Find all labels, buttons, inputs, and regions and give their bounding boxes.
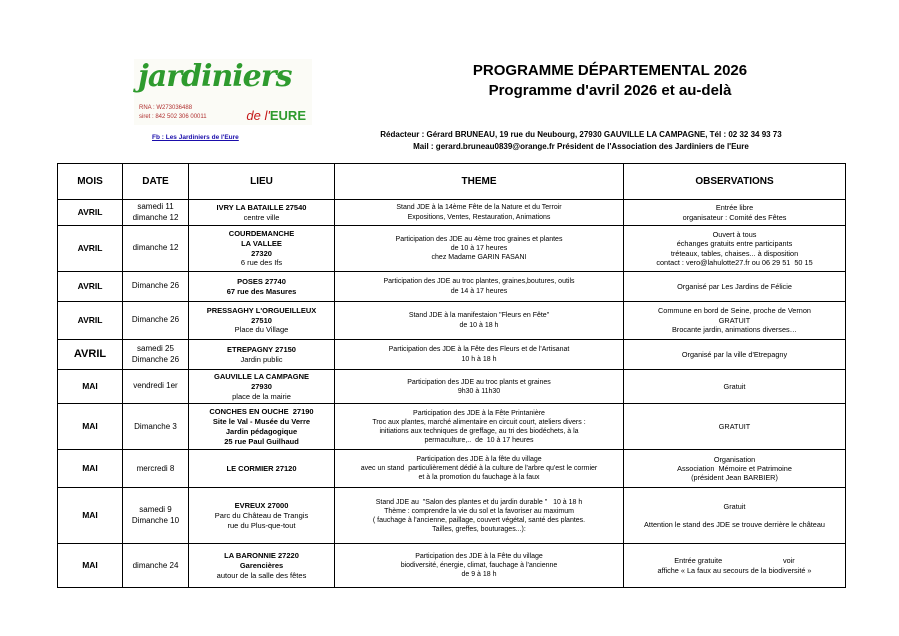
cell-line: Dimanche 3	[134, 421, 177, 431]
theme-cell	[335, 340, 624, 370]
table-row	[58, 488, 846, 544]
cell-line: (président Jean BARBIER)	[691, 473, 778, 483]
observations-cell	[624, 450, 846, 488]
observations-cell	[624, 544, 846, 588]
observations-cell	[624, 340, 846, 370]
lieu-cell	[189, 450, 335, 488]
cell-line: Jardin public	[240, 354, 283, 364]
cell-line: LE CORMIER 27120	[226, 463, 297, 473]
events-table-body	[58, 200, 846, 588]
mois-cell	[58, 488, 123, 544]
cell-line: Organisé par Les Jardins de Félicie	[677, 281, 792, 291]
observations-cell	[624, 404, 846, 450]
logo-sub-text	[246, 109, 306, 122]
logo-brand-text: jardiniers	[138, 59, 292, 94]
cell-line: organisateur : Comité des Fêtes	[682, 212, 787, 222]
mois-cell	[58, 404, 123, 450]
cell-line: Ouvert à tous	[712, 229, 757, 239]
cell-line: dimanche 12	[132, 243, 179, 253]
cell-line: Dimanche 26	[131, 354, 180, 364]
cell-line	[627, 512, 842, 520]
date-cell	[123, 544, 189, 588]
mois-cell	[58, 544, 123, 588]
col-header-theme: THEME	[335, 164, 624, 200]
cell-line: Commune en bord de Seine, proche de Vernon	[658, 306, 811, 316]
cell-line: MAI	[82, 381, 98, 392]
cell-line: AVRIL	[73, 348, 107, 361]
cell-line: Gratuit	[723, 502, 746, 512]
col-header-lieu: LIEU	[189, 164, 335, 200]
cell-line: autour de la salle des fêtes	[216, 570, 307, 580]
cell-line: CONCHES EN OUCHE 27190	[209, 407, 314, 417]
cell-line: LA VALLEE	[241, 238, 282, 248]
cell-line: Participation des JDE à la Fête du village	[415, 553, 543, 561]
table-row	[58, 302, 846, 340]
mois-cell	[58, 302, 123, 340]
facebook-link[interactable]: Fb : Les Jardiniers de l'Eure	[152, 134, 239, 141]
logo-rna: RNA : W273036488	[139, 105, 193, 112]
cell-line: 10 h à 18 h	[461, 355, 497, 363]
cell-line: EVREUX 27000	[234, 501, 289, 511]
date-cell	[123, 226, 189, 272]
date-cell	[123, 340, 189, 370]
cell-line: de 9 à 18 h	[461, 571, 497, 579]
lieu-cell	[189, 200, 335, 226]
cell-line: 25 rue Paul Guilhaud	[224, 436, 299, 446]
cell-line: Jardin pédagogique	[225, 426, 298, 436]
date-cell	[123, 488, 189, 544]
cell-line: Parc du Château de Trangis	[214, 510, 309, 520]
cell-line: dimanche 12	[132, 212, 179, 222]
cell-line: Troc aux plantes, marché alimentaire en circuit court, ateliers divers :	[372, 418, 586, 426]
date-cell	[123, 302, 189, 340]
cell-line: Gratuit	[723, 381, 746, 391]
date-cell	[123, 450, 189, 488]
cell-line: AVRIL	[77, 206, 103, 217]
cell-line: COURDEMANCHE	[228, 229, 295, 238]
theme-cell	[335, 488, 624, 544]
cell-line: Expositions, Ventes, Restauration, Animations	[407, 213, 551, 221]
mois-cell	[58, 200, 123, 226]
cell-line: de 10 à 17 heures	[450, 244, 508, 252]
editor-line-1: Rédacteur : Gérard BRUNEAU, 19 rue du Neubourg, 27930 GAUVILLE LA CAMPAGNE, Tél : 02 32 34 93 73	[380, 130, 782, 139]
logo-registration-info	[139, 104, 207, 121]
cell-line: Place du Village	[234, 325, 289, 335]
cell-line: Stand JDE à la manifestaion "Fleurs en Fête"	[408, 312, 550, 320]
observations-cell	[624, 200, 846, 226]
cell-line: Brocante jardin, animations diverses…	[672, 325, 797, 335]
date-cell	[123, 404, 189, 450]
theme-cell	[335, 272, 624, 302]
cell-line: rue du Plus-que-tout	[227, 520, 296, 530]
logo-siret: siret : 842 502 306 00011	[139, 113, 207, 120]
cell-line: et à la promotion du fauchage à la faux	[418, 474, 540, 482]
cell-line: échanges gratuits entre participants	[676, 239, 793, 249]
lieu-cell	[189, 226, 335, 272]
cell-line: GAUVILLE LA CAMPAGNE	[214, 372, 309, 381]
cell-line: samedi 11	[137, 202, 174, 212]
cell-line: initiations aux techniques de greffage, au tri des biodéchets, à la	[379, 427, 579, 435]
cell-line: Participation des JDE à la Fête des Fleurs et de l'Artisanat	[388, 346, 570, 354]
cell-line: Participation des JDE au 4ème troc graines et plantes	[395, 235, 563, 243]
cell-line: Dimanche 10	[131, 515, 180, 525]
cell-line: Dimanche 26	[131, 315, 180, 325]
cell-line: Garencières	[239, 560, 284, 570]
cell-line: MAI	[82, 421, 98, 432]
cell-line: AVRIL	[77, 242, 103, 253]
date-cell	[123, 200, 189, 226]
logo-sub-suffix: EURE	[269, 108, 306, 123]
cell-line: AVRIL	[77, 314, 103, 325]
cell-line: samedi 9	[139, 505, 172, 515]
cell-line: Stand JDE au "Salon des plantes et du jardin durable " 10 à 18 h	[375, 498, 583, 506]
cell-line: Entrée gratuite voir	[674, 556, 795, 566]
cell-line: Participation des JDE au troc plants et graines	[407, 378, 551, 386]
observations-cell	[624, 226, 846, 272]
lieu-cell	[189, 340, 335, 370]
cell-line: contact : vero@lahulotte27.fr ou 06 29 51 50 15	[656, 257, 813, 267]
observations-cell	[624, 272, 846, 302]
table-row	[58, 370, 846, 404]
cell-line: MAI	[82, 463, 98, 474]
cell-line: Entrée libre	[715, 203, 754, 213]
table-row	[58, 450, 846, 488]
events-table	[57, 163, 846, 588]
document-title	[428, 61, 792, 102]
cell-line: IVRY LA BATAILLE 27540	[216, 202, 307, 212]
cell-line: GRATUIT	[718, 315, 751, 325]
editor-info	[348, 129, 814, 152]
cell-line: Site le Val - Musée du Verre	[212, 417, 311, 426]
cell-line: Participation des JDE à la fête du village	[416, 456, 542, 464]
table-row	[58, 226, 846, 272]
cell-line: avec un stand particulièrement dédié à la culture de l'arbre qu'est le cormier	[360, 465, 598, 473]
cell-line: chez Madame GARIN FASANI	[431, 254, 527, 262]
table-row	[58, 200, 846, 226]
title-line-1: PROGRAMME DÉPARTEMENTAL 2026	[472, 62, 748, 79]
cell-line: place de la mairie	[232, 391, 291, 401]
logo-sub-prefix: de l'	[246, 108, 270, 123]
lieu-cell	[189, 302, 335, 340]
cell-line: 27510	[251, 315, 272, 325]
cell-line: Thème : comprendre la vie du sol et la favoriser au maximum	[384, 507, 574, 515]
mois-cell	[58, 226, 123, 272]
observations-cell	[624, 370, 846, 404]
cell-line: LA BARONNIE 27220	[224, 551, 299, 561]
cell-line: samedi 25	[137, 344, 174, 354]
cell-line: Participation des JDE au troc plantes, graines,boutures, outils	[383, 278, 575, 286]
cell-line: 27320	[251, 248, 272, 258]
cell-line: centre ville	[243, 212, 280, 222]
theme-cell	[335, 302, 624, 340]
cell-line: Dimanche 26	[131, 281, 180, 291]
theme-cell	[335, 226, 624, 272]
theme-cell	[335, 450, 624, 488]
table-row	[58, 404, 846, 450]
mois-cell	[58, 370, 123, 404]
date-cell	[123, 272, 189, 302]
theme-cell	[335, 544, 624, 588]
col-header-date: DATE	[123, 164, 189, 200]
table-header-row	[58, 164, 846, 200]
cell-line: ETREPAGNY 27150	[227, 344, 296, 354]
cell-line: 6 rue des Ifs	[240, 258, 283, 268]
col-header-observations: OBSERVATIONS	[624, 164, 846, 200]
cell-line: ( fauchage à l'ancienne, paillage, couvert végétal, santé des plantes.	[372, 516, 586, 524]
cell-line: MAI	[82, 560, 98, 571]
lieu-cell	[189, 404, 335, 450]
theme-cell	[335, 200, 624, 226]
table-row	[58, 544, 846, 588]
cell-line: Attention le stand des JDE se trouve derrière le château	[644, 519, 825, 529]
cell-line: Tailles, greffes, bouturages...):	[432, 525, 526, 533]
table-row	[58, 272, 846, 302]
cell-line: Participation des JDE à la Fête Printanière	[413, 409, 545, 417]
cell-line: affiche « La faux au secours de la biodiversité »	[657, 565, 812, 575]
cell-line: Association Mémoire et Patrimoine	[677, 464, 792, 473]
cell-line: biodiversité, énergie, climat, fauchage à l'ancienne	[400, 562, 558, 570]
cell-line: Stand JDE à la 14ème Fête de la Nature et du Terroir	[396, 204, 562, 212]
mois-cell	[58, 272, 123, 302]
cell-line: 27930	[251, 381, 272, 391]
cell-line: Organisation	[713, 454, 756, 464]
cell-line: 67 rue des Masures	[226, 286, 297, 296]
lieu-cell	[189, 488, 335, 544]
cell-line: permaculture,.. de 10 à 17 heures	[424, 436, 534, 444]
lieu-cell	[189, 370, 335, 404]
observations-cell	[624, 488, 846, 544]
editor-line-2: Mail : gerard.bruneau0839@orange.fr Président de l'Association des Jardiniers de l'Eure	[413, 141, 749, 151]
table-row	[58, 340, 846, 370]
observations-cell	[624, 302, 846, 340]
cell-line: AVRIL	[77, 280, 103, 291]
col-header-mois: MOIS	[58, 164, 123, 200]
cell-line: tréteaux, tables, chaises... à disposition	[670, 248, 799, 258]
title-line-2: Programme d'avril 2026 et au-delà	[488, 82, 732, 100]
cell-line: GRATUIT	[718, 422, 751, 431]
lieu-cell	[189, 544, 335, 588]
cell-line: dimanche 24	[132, 560, 179, 570]
cell-line: POSES 27740	[237, 276, 286, 286]
theme-cell	[335, 404, 624, 450]
cell-line: vendredi 1er	[133, 381, 178, 391]
cell-line: mercredi 8	[136, 463, 175, 473]
theme-cell	[335, 370, 624, 404]
mois-cell	[58, 340, 123, 370]
cell-line: de 14 à 17 heures	[450, 287, 508, 295]
cell-line: Organisé par la ville d'Etrepagny	[681, 349, 788, 359]
cell-line: 9h30 à 11h30	[457, 387, 501, 395]
date-cell	[123, 370, 189, 404]
mois-cell	[58, 450, 123, 488]
lieu-cell	[189, 272, 335, 302]
cell-line: PRESSAGHY L'ORGUEILLEUX	[206, 305, 317, 315]
cell-line: de 10 à 18 h	[459, 321, 499, 329]
cell-line: MAI	[82, 510, 98, 521]
logo	[134, 59, 312, 125]
